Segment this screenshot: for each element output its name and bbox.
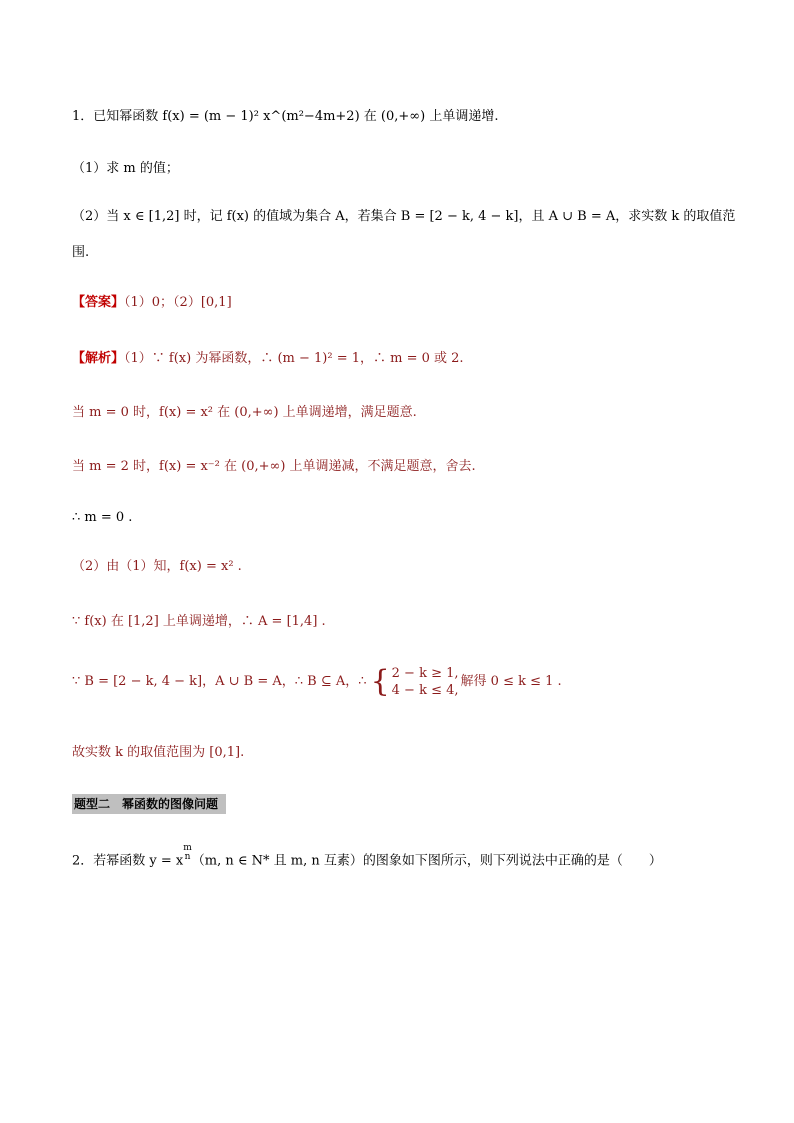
q2-exponent-den: n	[184, 852, 191, 862]
inequality-system	[392, 665, 459, 699]
inequality-2: 4 − k ≤ 4,	[391, 682, 459, 698]
section-title: 题型二 幂函数的图像问题	[72, 794, 226, 814]
q2-pre: 2．若幂函数 y = x	[72, 853, 184, 869]
q1-part1: （1）求 m 的值；	[72, 161, 179, 176]
q2-stem	[72, 844, 722, 870]
answer-label: 【答案】	[72, 295, 125, 310]
analysis-line-5: （2）由（1）知，f(x) = x² .	[72, 559, 242, 574]
analysis-line-7-post: 解得 0 ≤ k ≤ 1 .	[460, 674, 562, 689]
q1-stem: 1．已知幂函数 f(x) = (m − 1)² x^(m²−4m+2) 在 (0,+∞) 上单调递增.	[72, 109, 499, 124]
q2-exponent-num: m	[183, 843, 192, 853]
analysis-line-7-pre: ∵ B = [2 − k, 4 − k]，A ∪ B = A，∴ B ⊆ A，∴	[72, 674, 367, 689]
analysis-line-7	[72, 664, 722, 700]
answer-text: （1）0；（2）[0,1]	[124, 295, 232, 310]
analysis-line-4: ∴ m = 0 .	[72, 510, 133, 525]
analysis-line-1	[72, 350, 722, 368]
analysis-line-2: 当 m = 0 时，f(x) = x² 在 (0,+∞) 上单调递增，满足题意.	[72, 405, 417, 420]
q2-exponent	[183, 844, 192, 862]
q1-part2-line2: 围.	[72, 245, 90, 260]
analysis-line-8: 故实数 k 的取值范围为 [0,1].	[72, 745, 245, 760]
analysis-line-3: 当 m = 2 时，f(x) = x⁻² 在 (0,+∞) 上单调递减，不满足题意，舍去.	[72, 459, 476, 474]
analysis-label: 【解析】	[72, 351, 125, 366]
system-brace: {	[370, 663, 390, 699]
section-heading	[72, 794, 722, 814]
answer-line	[72, 294, 722, 312]
inequality-1: 2 − k ≥ 1,	[391, 665, 459, 681]
analysis-text-1: （1）∵ f(x) 为幂函数，∴ (m − 1)² = 1，∴ m = 0 或 2.	[124, 351, 464, 366]
q1-part2-line1: （2）当 x ∈ [1,2] 时，记 f(x) 的值域为集合 A，若集合 B = [2 − k, 4 − k]，且 A ∪ B = A，求实数 k 的取值范	[72, 209, 736, 224]
q2-post: （m, n ∈ N* 且 m, n 互素）的图象如下图所示，则下列说法中正确的是（ ）	[191, 853, 662, 869]
analysis-line-6: ∵ f(x) 在 [1,2] 上单调递增，∴ A = [1,4] .	[72, 614, 326, 629]
